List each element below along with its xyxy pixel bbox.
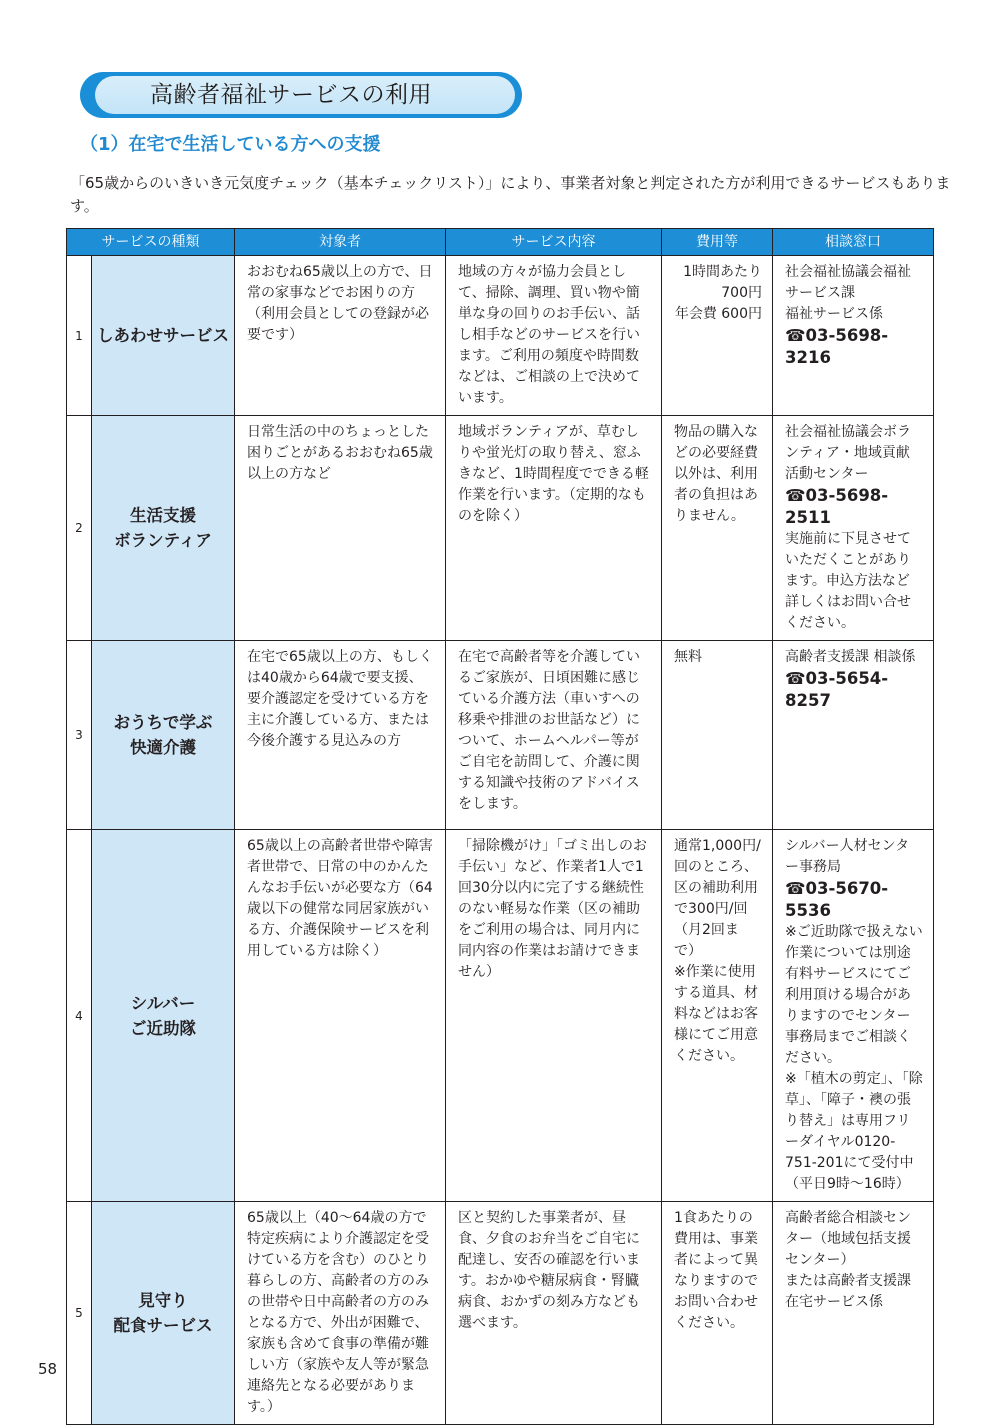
service-name: おうちで学ぶ 快適介護 [92, 641, 235, 830]
service-name: 見守り 配食サービス [92, 1202, 235, 1425]
row-number: 2 [67, 416, 92, 641]
page-number: 58 [38, 1360, 58, 1378]
table-row [67, 830, 934, 1202]
column-header-content: サービス内容 [446, 229, 662, 256]
column-header-cost: 費用等 [662, 229, 773, 256]
content-cell: 地域の方々が協力会員として、掃除、調理、買い物や簡単な身の回りのお手伝い、話し相手などのサービスを行います。ご利用の頻度や時間数などは、ご相談の上で決めています。 [446, 256, 662, 416]
services-table [66, 228, 934, 1425]
contact-name: 社会福祉協議会福祉サービス課 福祉サービス係 [785, 264, 911, 322]
table-header-row [67, 229, 934, 256]
table-row [67, 416, 934, 641]
table-row [67, 641, 934, 830]
contact-name: 社会福祉協議会ボランティア・地域貢献活動センター [785, 424, 911, 482]
contact-phone: ☎03-5670-5536 [785, 879, 889, 920]
target-cell: 在宅で65歳以上の方、もしくは40歳から64歳で要支援、要介護認定を受けている方を主に介護している方、または今後介護する見込みの方 [235, 641, 446, 830]
row-number: 4 [67, 830, 92, 1202]
contact-note: 実施前に下見させていただくことがあります。申込方法など詳しくはお問い合せください。 [785, 531, 911, 631]
service-name: 生活支援 ボランティア [92, 416, 235, 641]
service-name: しあわせサービス [92, 256, 235, 416]
cost-cell: 1時間あたり 700円 年会費 600円 [662, 256, 773, 416]
cost-cell: 通常1,000円/回のところ、区の補助利用で300円/回（月2回まで） ※作業に使用する道具、材料などはお客様にてご用意ください。 [662, 830, 773, 1202]
row-number: 1 [67, 256, 92, 416]
contact-cell [773, 641, 934, 830]
table-row [67, 256, 934, 416]
column-header-target: 対象者 [235, 229, 446, 256]
content-cell: 区と契約した事業者が、昼食、夕食のお弁当をご自宅に配達し、安否の確認を行います。おかゆや糖尿病食・腎臓病食、おかずの刻み方なども選べます。 [446, 1202, 662, 1425]
contact-phone: ☎03-5698-2511 [785, 486, 889, 527]
contact-name: シルバー人材センター事務局 [785, 838, 910, 875]
contact-phone: ☎03-5698-3216 [785, 326, 889, 367]
content-cell: 「掃除機がけ」「ゴミ出しのお手伝い」など、作業者1人で1回30分以内に完了する継続性のない軽易な作業（区の補助をご利用の場合は、同月内に同内容の作業はお請けできません） [446, 830, 662, 1202]
table-row [67, 1202, 934, 1425]
contact-cell [773, 1202, 934, 1425]
target-cell: 65歳以上（40〜64歳の方で特定疾病により介護認定を受けている方を含む）のひとり暮らしの方、高齢者の方のみの世帯や日中高齢者の方のみとなる方で、外出が困難で、家族も含めて食事の準備が難しい方（家族や友人等が緊急連絡先となる必要があります。） [235, 1202, 446, 1425]
section-heading: （1）在宅で生活している方への支援 [80, 134, 381, 155]
contact-cell [773, 256, 934, 416]
column-header-contact: 相談窓口 [773, 229, 934, 256]
contact-cell [773, 416, 934, 641]
contact-note: ※ご近助隊で扱えない作業については別途有料サービスにてご利用頂ける場合がありますのでセンター事務局までご相談ください。 ※「植木の剪定」、「除草」、「障子・襖の張り替え」は専用フリーダイヤル0120-751-201にて受付中（平日9時〜16時） [785, 924, 923, 1192]
intro-text: 「65歳からのいきいき元気度チェック（基本チェックリスト）」により、事業者対象と判定された方が利用できるサービスもあります。 [70, 174, 951, 215]
contact-name: 高齢者総合相談センター（地域包括支援センター） または高齢者支援課 在宅サービス係 [785, 1210, 911, 1310]
service-name: シルバー ご近助隊 [92, 830, 235, 1202]
row-number: 3 [67, 641, 92, 830]
cost-cell: 無料 [662, 641, 773, 830]
target-cell: 日常生活の中のちょっとした困りごとがあるおおむね65歳以上の方など [235, 416, 446, 641]
column-header-service-type: サービスの種類 [67, 229, 235, 256]
target-cell: おおむね65歳以上の方で、日常の家事などでお困りの方（利用会員としての登録が必要です） [235, 256, 446, 416]
contact-cell [773, 830, 934, 1202]
row-number: 5 [67, 1202, 92, 1425]
cost-cell: 1食あたりの費用は、事業者によって異なりますのでお問い合わせください。 [662, 1202, 773, 1425]
page-title: 高齢者福祉サービスの利用 [150, 82, 432, 108]
contact-name: 高齢者支援課 相談係 [785, 649, 916, 665]
contact-phone: ☎03-5654-8257 [785, 669, 889, 710]
content-cell: 地域ボランティアが、草むしりや蛍光灯の取り替え、窓ふきなど、1時間程度でできる軽作業を行います。（定期的なものを除く） [446, 416, 662, 641]
content-cell: 在宅で高齢者等を介護しているご家族が、日頃困難に感じている介護方法（車いすへの移乗や排泄のお世話など）について、ホームヘルパー等がご自宅を訪問して、介護に関する知識や技術のアドバイスをします。 [446, 641, 662, 830]
cost-cell: 物品の購入などの必要経費以外は、利用者の負担はありません。 [662, 416, 773, 641]
target-cell: 65歳以上の高齢者世帯や障害者世帯で、日常の中のかんたんなお手伝いが必要な方（64歳以下の健常な同居家族がいる方、介護保険サービスを利用している方は除く） [235, 830, 446, 1202]
